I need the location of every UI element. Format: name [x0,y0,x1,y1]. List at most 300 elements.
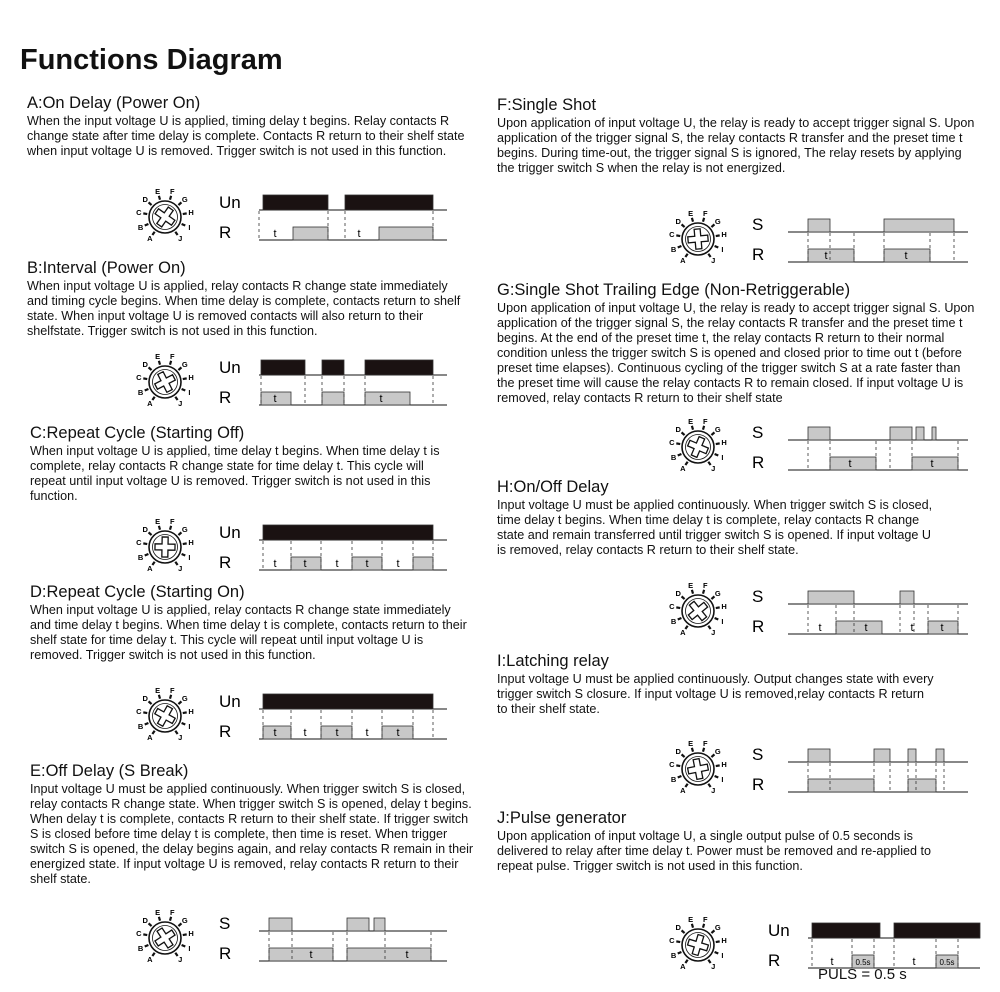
signal-label-top: Un [219,692,241,711]
dial-tick [183,934,187,935]
dial-letter: G [181,524,188,534]
dial-letter: A [147,955,153,965]
dial-tick [676,607,680,608]
signal-label-relay: R [219,388,232,407]
dial-letter: I [188,721,191,731]
dial-tick [143,213,147,214]
timing-label: t [273,228,277,240]
function-d-description: When input voltage U is applied, relay contacts R change state immediately and time delay t begins. When time delay t is complete, contacts return to their shelf state for time delay t. This cycle will repeat until input voltage U is removed. Trigger switch is not used in this function. [30,603,467,662]
dial-tick [682,754,685,757]
selector-dial-icon [669,915,727,971]
dial-tick [149,701,152,704]
trigger-pulse [808,427,830,440]
dial-letter: D [675,746,681,756]
dial-letter: F [703,581,708,591]
dial-tick [685,784,687,787]
function-a-description: When the input voltage U is applied, timing delay t begins. Relay contacts R change state after time delay is complete. Contacts R return to their shelf state when input voltage U is removed. Trigger switch is not used in this function. [27,114,465,158]
function-i-title: I:Latching relay [497,652,609,670]
signal-label-relay: R [752,453,765,472]
dial-letter: C [136,373,142,383]
timing-label: t [396,558,400,570]
voltage-pulse [365,360,433,375]
timing-diagram-g [668,412,988,482]
dial-tick [692,748,693,752]
function-h [497,478,937,558]
timing-label: t [365,558,369,570]
voltage-pulse [894,923,980,938]
relay-pulse [912,457,958,470]
dial-letter: D [675,216,681,226]
dial-tick [170,526,171,530]
dial-tick [182,389,186,391]
signal-label-top: S [752,587,764,606]
dial-letter: J [178,234,183,244]
dial-tick [682,930,685,933]
dial-letter: A [680,628,686,638]
dial-letter: H [721,230,727,240]
dial-letter: C [136,538,142,548]
dial-letter: F [170,187,175,197]
dial-letter: B [137,387,144,397]
function-i [497,652,937,717]
dial-letter: E [688,739,694,749]
timing-label: 0.5s [855,958,871,967]
timing-svg [135,512,455,582]
function-b [27,259,467,339]
timing-diagram-h [668,576,988,646]
dial-letter: D [142,359,148,369]
dial-letter: F [703,209,708,219]
dial-letter: A [147,564,153,574]
dial-letter: J [711,464,716,474]
selector-dial-icon [136,187,194,243]
dial-tick [716,941,720,942]
function-e [30,762,478,887]
dial-letter: B [137,552,144,562]
signal-label-relay: R [219,553,232,572]
relay-pulse [347,948,431,961]
dial-letter: H [188,373,194,383]
selector-dial-icon [136,686,194,742]
dial-tick [152,953,154,956]
dial-tick [143,934,147,935]
dial-letter: E [688,915,694,925]
dial-tick [715,246,719,248]
dial-letter: H [188,538,194,548]
relay-pulse [808,779,874,792]
timing-label: t [940,622,944,634]
dial-tick [152,562,154,565]
dial-tick [678,776,682,778]
dial-letter: J [711,628,716,638]
dial-letter: I [188,387,191,397]
dial-tick [682,432,685,435]
dial-letter: D [675,588,681,598]
dial-tick [685,960,687,963]
dial-letter: J [178,955,183,965]
dial-letter: H [188,208,194,218]
dial-letter: A [147,234,153,244]
dial-letter: C [669,936,675,946]
dial-tick [715,776,719,778]
dial-letter: F [170,517,175,527]
dial-letter: G [714,922,721,932]
dial-letter: H [721,760,727,770]
dial-letter: G [714,588,721,598]
timing-label: t [357,228,361,240]
voltage-pulse [263,195,328,210]
dial-tick [716,607,720,608]
dial-letter: F [703,915,708,925]
timing-label: t [930,458,934,470]
selector-dial-icon [669,417,727,473]
timing-label: t [273,727,277,739]
dial-tick [145,945,149,947]
timing-label: t [818,622,822,634]
dial-letter: A [147,399,153,409]
timing-label: t [303,727,307,739]
selector-dial-icon [136,908,194,964]
dial-letter: E [155,517,161,527]
timing-label: t [335,727,339,739]
dial-letter: J [178,564,183,574]
dial-letter: I [721,452,724,462]
dial-letter: G [181,359,188,369]
signal-label-top: S [752,423,764,442]
dial-letter: A [680,962,686,972]
function-f-title: F:Single Shot [497,96,597,114]
dial-tick [183,378,187,379]
dial-letter: J [711,962,716,972]
function-g-description: Upon application of input voltage U, the relay is ready to accept trigger signal S. Upon application of the trigger signal S, the relay contacts R transfer and the preset time t begins. At the end of the preset time t, the relay contacts R return to their normal condition unless the trigger switch S is opened and closed prior to time out t (before preset time elapses). Continuous cycling of the trigger switch S at a rate faster than the preset time will cause the relay contacts R to remain closed. If input voltage U is removed, relay contacts R return to their shelf state [497,301,975,405]
function-d-title: D:Repeat Cycle (Starting On) [30,583,245,601]
timing-diagram-f [668,204,988,274]
dial-tick [159,361,160,365]
timing-label: t [912,956,916,968]
dial-tick [716,765,720,766]
voltage-pulse [345,195,433,210]
relay-pulse [413,557,433,570]
function-b-title: B:Interval (Power On) [27,259,186,277]
dial-letter: D [675,922,681,932]
puls-note: PULS = 0.5 s [818,966,907,983]
relay-pulse [379,227,433,240]
trigger-pulse [932,427,936,440]
dial-tick [716,443,720,444]
trigger-pulse [874,749,890,762]
signal-label-top: Un [768,921,790,940]
function-g-title: G:Single Shot Trailing Edge (Non-Retriggerable) [497,281,851,299]
signal-label-top: Un [219,193,241,212]
dial-tick [678,246,682,248]
dial-tick [145,224,149,226]
dial-letter: F [170,352,175,362]
dial-letter: F [703,739,708,749]
voltage-pulse [263,694,433,709]
dial-letter: B [670,774,677,784]
selector-dial-icon [669,209,727,265]
dial-tick [170,361,171,365]
dial-letter: C [669,230,675,240]
signal-label-relay: R [768,951,781,970]
function-e-title: E:Off Delay (S Break) [30,762,189,780]
selector-dial-icon [136,517,194,573]
dial-tick [182,224,186,226]
timing-svg [135,681,455,751]
relay-pulse [908,779,936,792]
timing-diagram-e [135,903,455,973]
timing-label: t [379,393,383,405]
timing-label: t [904,250,908,262]
dial-tick [143,543,147,544]
function-d [30,583,470,663]
signal-label-relay: R [752,775,765,794]
dial-tick [685,254,687,257]
timing-diagram-c [135,512,455,582]
function-h-description: Input voltage U must be applied continuously. When trigger switch S is closed, time delay t begins. When time delay t is complete, relay contacts R change state and remain transferred until trigger switch S is opened. If input voltage U is removed, relay contacts R return to their shelf state. [497,498,933,557]
dial-letter: D [142,524,148,534]
signal-label-relay: R [752,617,765,636]
dial-tick [183,213,187,214]
dial-letter: C [669,602,675,612]
dial-letter: E [688,581,694,591]
voltage-pulse [263,525,433,540]
dial-letter: G [181,915,188,925]
voltage-pulse [261,360,305,375]
function-c [30,424,460,504]
signal-label-top: S [219,914,231,933]
timing-label: t [824,250,828,262]
trigger-pulse [808,591,854,604]
dial-letter: B [137,943,144,953]
timing-diagram-i [668,734,988,804]
trigger-pulse [808,749,830,762]
trigger-pulse [936,749,944,762]
trigger-pulse [374,918,385,931]
function-h-title: H:On/Off Delay [497,478,609,496]
dial-tick [182,554,186,556]
dial-letter: B [670,616,677,626]
timing-diagram-a [135,182,455,252]
relay-pulse [269,948,333,961]
dial-letter: B [670,244,677,254]
dial-tick [676,235,680,236]
dial-letter: J [178,399,183,409]
dial-letter: F [170,686,175,696]
function-f [497,96,977,176]
trigger-pulse [269,918,292,931]
dial-tick [170,196,171,200]
signal-label-top: Un [219,358,241,377]
dial-tick [676,941,680,942]
timing-label: t [830,956,834,968]
dial-letter: E [688,209,694,219]
dial-letter: A [147,733,153,743]
dial-letter: B [137,222,144,232]
dial-letter: C [136,929,142,939]
dial-letter: E [155,686,161,696]
dial-tick [703,748,704,752]
dial-letter: C [669,438,675,448]
dial-letter: B [670,452,677,462]
function-j [497,809,937,874]
dial-letter: J [178,733,183,743]
dial-tick [692,218,693,222]
dial-letter: I [188,222,191,232]
timing-svg [135,182,455,252]
dial-letter: I [721,950,724,960]
dial-letter: H [188,707,194,717]
dial-letter: A [680,256,686,266]
dial-tick [678,952,682,954]
selector-dial-icon [669,739,727,795]
timing-label: t [273,393,277,405]
dial-tick [703,218,704,222]
dial-tick [182,945,186,947]
dial-tick [715,618,719,620]
dial-tick [170,917,171,921]
relay-pulse [808,249,854,262]
dial-tick [183,712,187,713]
dial-tick [149,532,152,535]
function-g [497,281,981,406]
dial-letter: B [137,721,144,731]
selector-dial-icon [136,352,194,408]
dial-letter: J [711,786,716,796]
timing-label: t [396,727,400,739]
dial-tick [145,723,149,725]
trigger-pulse [916,427,924,440]
dial-tick [716,235,720,236]
dial-letter: E [688,417,694,427]
relay-pulse [293,227,328,240]
timing-label: t [273,558,277,570]
dial-tick [703,426,704,430]
dial-letter: A [680,464,686,474]
relay-pulse [263,726,291,739]
dial-letter: G [181,693,188,703]
dial-tick [676,443,680,444]
timing-label: t [848,458,852,470]
dial-letter: E [155,352,161,362]
voltage-pulse [322,360,344,375]
dial-tick [182,723,186,725]
timing-svg [135,903,455,973]
signal-label-top: Un [219,523,241,542]
timing-label: 0.5s [939,958,955,967]
function-f-description: Upon application of input voltage U, the relay is ready to accept trigger signal S. Upon application of the trigger signal S, the relay contacts R transfer and the preset time t begins. During time-out, the trigger signal S is ignored, The relay resets by applying the trigger switch S when the relay is not energized. [497,116,975,175]
signal-label-relay: R [219,944,232,963]
dial-letter: H [188,929,194,939]
dial-letter: G [181,194,188,204]
timing-label: t [335,558,339,570]
timing-label: t [309,949,313,961]
voltage-pulse [812,923,880,938]
dial-tick [149,367,152,370]
signal-label-top: S [752,215,764,234]
dial-letter: I [721,616,724,626]
dial-letter: G [714,746,721,756]
trigger-pulse [884,219,954,232]
timing-svg [668,412,988,482]
dial-letter: I [721,244,724,254]
page-title: Functions Diagram [20,44,283,76]
function-a [27,94,467,159]
dial-letter: F [703,417,708,427]
dial-tick [183,543,187,544]
timing-label: t [864,622,868,634]
dial-tick [170,695,171,699]
dial-tick [143,378,147,379]
dial-letter: D [142,693,148,703]
function-a-title: A:On Delay (Power On) [27,94,201,112]
timing-svg [668,734,988,804]
dial-letter: F [170,908,175,918]
dial-letter: E [155,187,161,197]
function-j-title: J:Pulse generator [497,809,627,827]
dial-tick [145,389,149,391]
timing-svg [668,576,988,646]
dial-tick [159,526,160,530]
dial-letter: G [714,424,721,434]
relay-pulse [830,457,876,470]
trigger-pulse [900,591,914,604]
dial-tick [159,695,160,699]
timing-diagram-d [135,681,455,751]
dial-letter: C [136,208,142,218]
dial-tick [682,224,685,227]
dial-letter: H [721,438,727,448]
dial-tick [678,618,682,620]
function-c-description: When input voltage U is applied, time delay t begins. When time delay t is complete, relay contacts R change state for time delay t. This cycle will repeat until input voltage U is removed. Trigger switch is not used in this function. [30,444,440,503]
function-e-description: Input voltage U must be applied continuously. When trigger switch S is closed, relay contacts R change state. When trigger switch S is opened, delay t begins. When delay t is complete, contacts R return to their shelf state. If trigger switch S is closed before time delay t is complete, then time is reset. When trigger switch S is opened, the delay begins again, and relay contacts R remain in their energized state. If input voltage U is removed, relay contacts R return to their shelf state. [30,782,474,886]
signal-label-relay: R [219,722,232,741]
timing-label: t [910,622,914,634]
function-i-description: Input voltage U must be applied continuously. Output changes state with every trigger switch S closure. If input voltage U is removed,relay contacts R return to their shelf state. [497,672,934,716]
dial-letter: I [188,943,191,953]
signal-label-top: S [752,745,764,764]
dial-letter: D [142,915,148,925]
dial-tick [682,596,685,599]
dial-letter: I [721,774,724,784]
trigger-pulse [808,219,830,232]
relay-pulse [365,392,410,405]
dial-letter: D [142,194,148,204]
dial-tick [685,626,687,629]
signal-label-relay: R [752,245,765,264]
signal-label-relay: R [219,223,232,242]
dial-tick [152,397,154,400]
timing-label: t [365,727,369,739]
dial-tick [143,712,147,713]
relay-pulse [322,392,344,405]
dial-tick [685,462,687,465]
dial-tick [152,232,154,235]
function-b-description: When input voltage U is applied, relay contacts R change state immediately and timing cycle begins. When time delay is complete, contacts return to shelf state. When input voltage U is removed contacts will also return to their shelfstate. Trigger switch is not used in this function. [27,279,461,338]
trigger-pulse [908,749,916,762]
dial-tick [159,196,160,200]
dial-letter: A [680,786,686,796]
dial-tick [703,924,704,928]
timing-diagram-b [135,347,455,417]
function-j-description: Upon application of input voltage U, a single output pulse of 0.5 seconds is delivered to relay after time delay t. Power must be removed and re-applied to repeat pulse. Trigger switch is not used in this function. [497,829,932,873]
timing-svg [135,347,455,417]
dial-letter: C [136,707,142,717]
dial-tick [159,917,160,921]
dial-tick [692,590,693,594]
dial-tick [715,454,719,456]
dial-tick [149,202,152,205]
